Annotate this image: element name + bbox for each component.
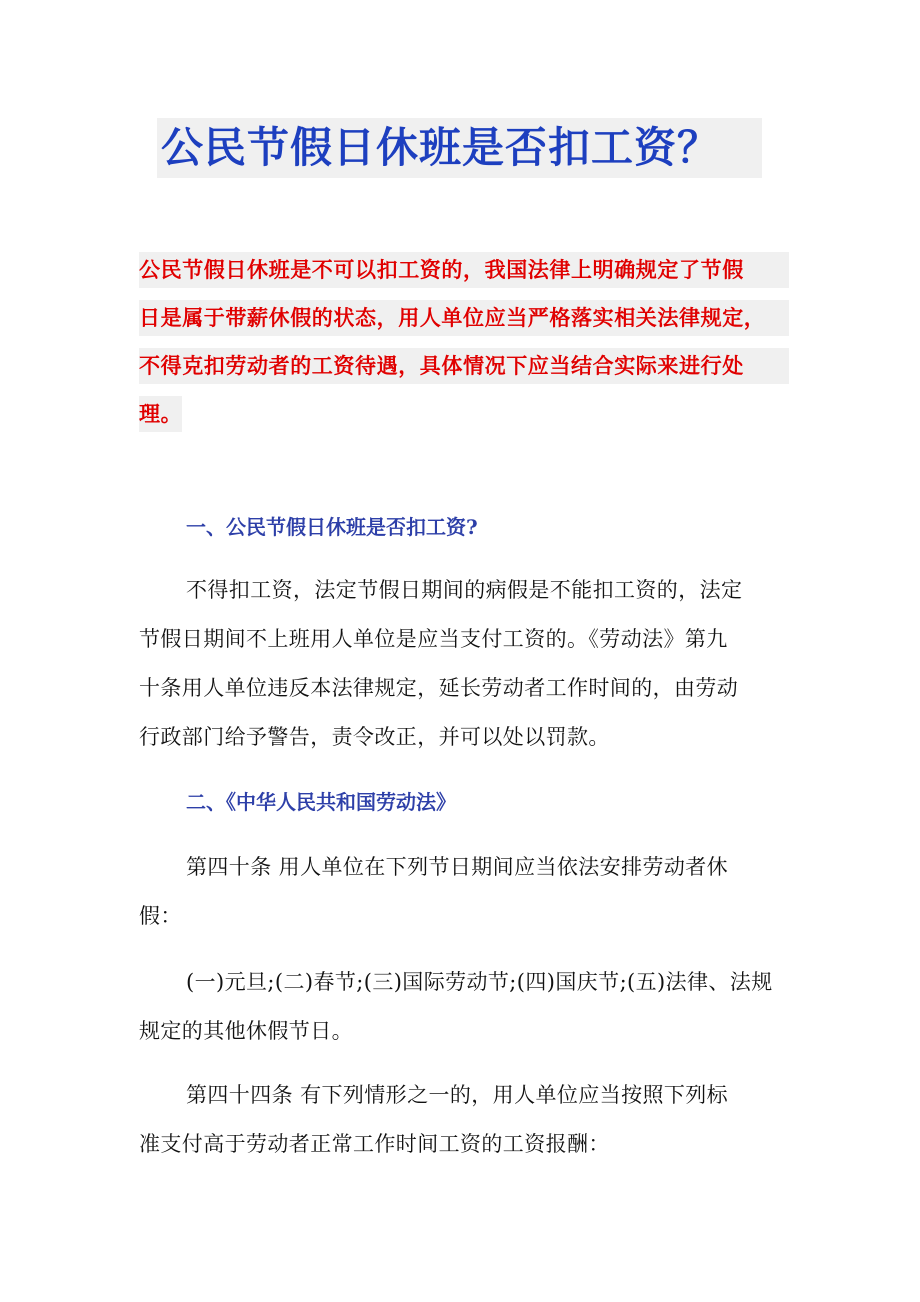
summary-line: 公民节假日休班是不可以扣工资的，我国法律上明确规定了节假: [139, 252, 789, 288]
summary-block: [139, 252, 789, 444]
paragraph-line: 节假日期间不上班用人单位是应当支付工资的。《劳动法》第九: [139, 627, 728, 651]
holidays-paragraph: [139, 958, 789, 1056]
page-title: 公民节假日休班是否扣工资？: [161, 123, 721, 172]
paragraph-line: 不得扣工资，法定节假日期间的病假是不能扣工资的，法定: [186, 578, 743, 602]
section-heading-1: 一、公民节假日休班是否扣工资?: [186, 515, 478, 539]
paragraph-line: 十条用人单位违反本法律规定，延长劳动者工作时间的，由劳动: [139, 676, 739, 700]
paragraph-line: 假：: [139, 904, 182, 928]
section-heading-2: 二、《中华人民共和国劳动法》: [186, 790, 456, 814]
article44-paragraph: [139, 1071, 789, 1169]
paragraph-line: 第四十条 用人单位在下列节日期间应当依法安排劳动者休: [186, 855, 729, 879]
article40-paragraph: [139, 843, 789, 941]
paragraph-line: 准支付高于劳动者正常工作时间工资的工资报酬：: [139, 1132, 610, 1156]
paragraph-line: 第四十四条 有下列情形之一的，用人单位应当按照下列标: [186, 1083, 729, 1107]
paragraph-line: (一)元旦;(二)春节;(三)国际劳动节;(四)国庆节;(五)法律、法规: [186, 970, 773, 994]
title-highlight: [157, 118, 762, 178]
summary-line: 日是属于带薪休假的状态，用人单位应当严格落实相关法律规定，: [139, 300, 789, 336]
paragraph-line: 行政部门给予警告，责令改正，并可以处以罚款。: [139, 725, 610, 749]
paragraph-line: 规定的其他休假节日。: [139, 1019, 353, 1043]
summary-line: 不得克扣劳动者的工资待遇，具体情况下应当结合实际来进行处: [139, 348, 789, 384]
summary-line: 理。: [139, 396, 182, 432]
section1-paragraph: [139, 566, 789, 762]
